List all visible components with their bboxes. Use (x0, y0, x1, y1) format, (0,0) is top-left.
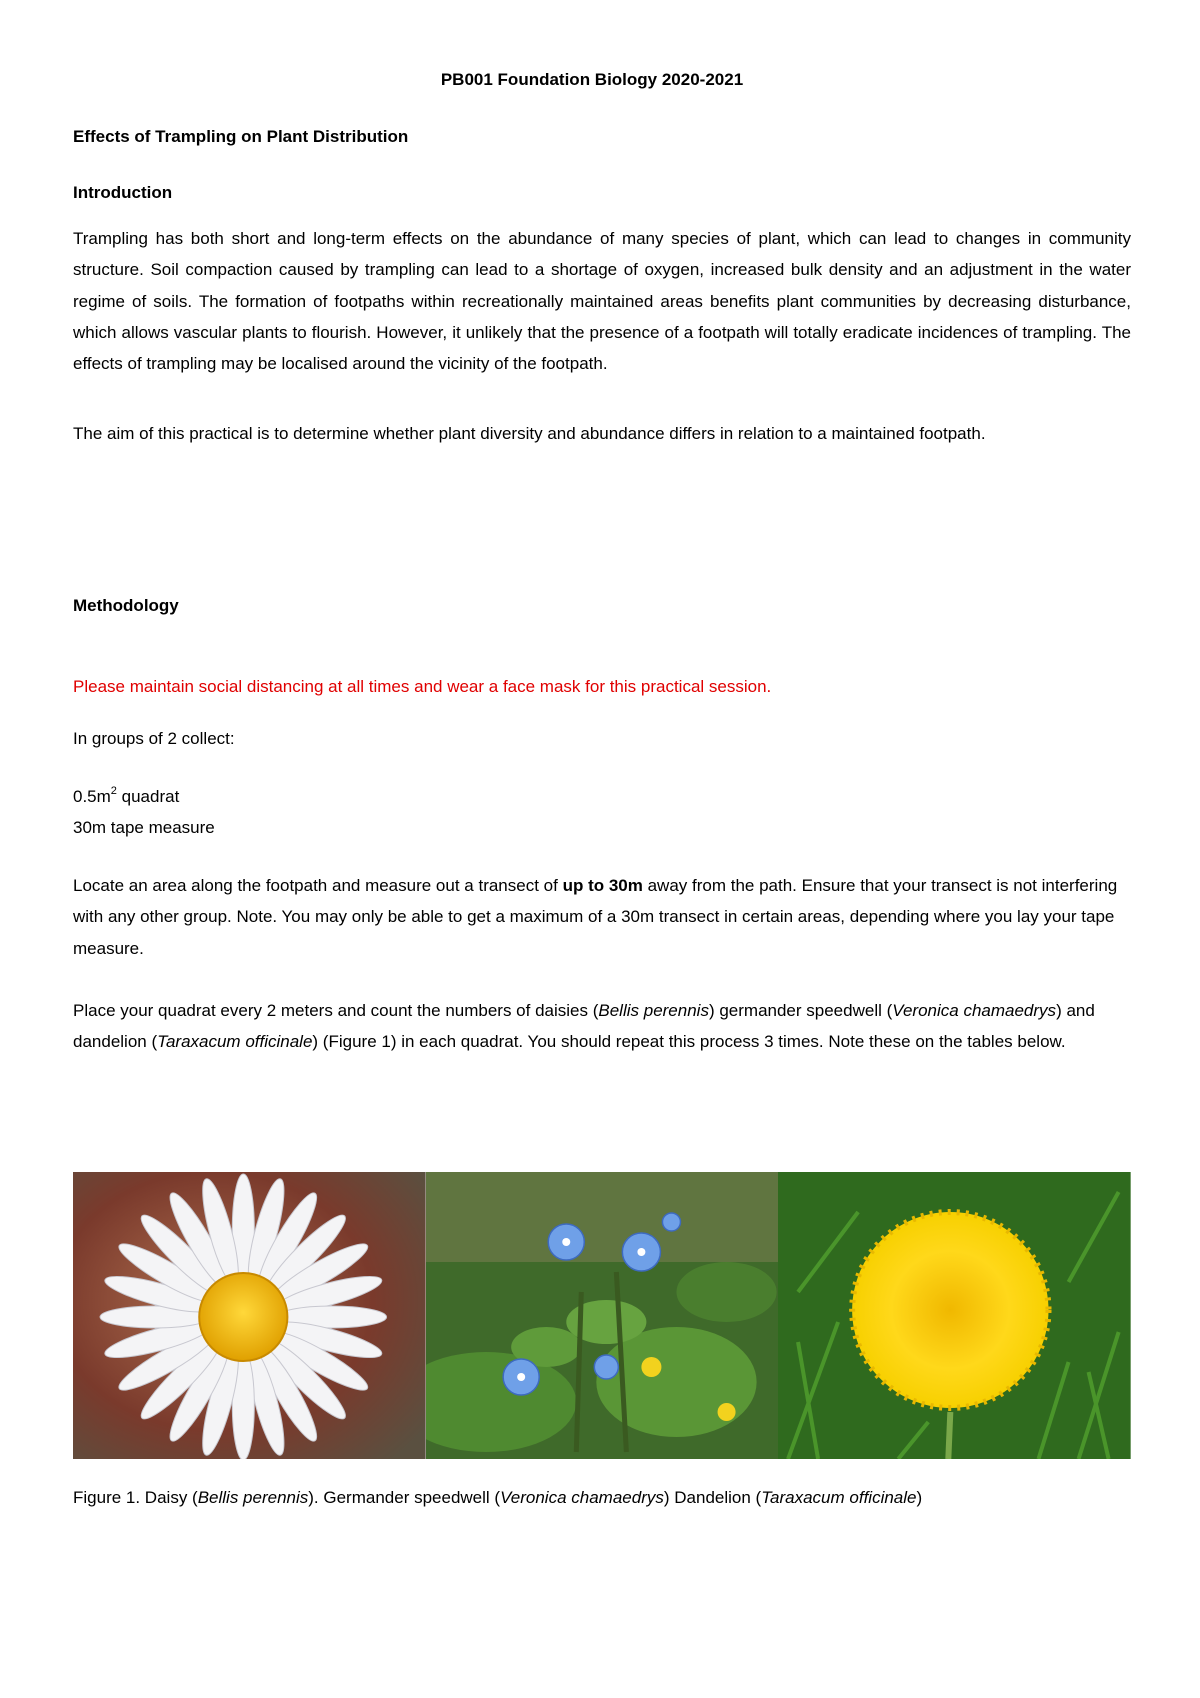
equipment-quadrat (73, 787, 179, 807)
locate-bold: up to 30m (562, 876, 643, 895)
caption-veronica: Veronica chamaedrys (500, 1488, 664, 1507)
aim-paragraph: The aim of this practical is to determine whether plant diversity and abundance differs in relation to a maintained footpath. (73, 424, 986, 443)
place-text-3: ) and dandelion ( (73, 1001, 1095, 1052)
figure-1-photos (73, 1172, 1131, 1459)
place-text-4: ) (Figure 1) in each quadrat. You should repeat this process 3 times. Note these on the tables below. (312, 1032, 1066, 1052)
locate-text-1: Locate an area along the footpath and measure out a transect of (73, 876, 563, 895)
species-taraxacum: Taraxacum officinale (157, 1032, 313, 1052)
introduction-paragraph: Trampling has both short and long-term effects on the abundance of many species of plant, which can lead to changes in community structure. Soil compaction caused by trampling can lead to a shortage of oxygen, increased bulk density and an adjustment in the water regime of soils. The formation of footpaths within recreationally maintained areas benefits plant communities by decreasing disturbance, which allows vascular plants to flourish. However, it unlikely that the presence of a footpath will totally eradicate incidences of trampling. The effects of trampling may be localised around the vicinity of the footpath. (73, 229, 1131, 374)
figure-caption (73, 1488, 922, 1508)
locate-paragraph (73, 870, 1131, 964)
document-subtitle: Effects of Trampling on Plant Distribution (73, 127, 409, 146)
quadrat-superscript: 2 (110, 785, 117, 797)
safety-note: Please maintain social distancing at all times and wear a face mask for this practical session. (73, 677, 772, 696)
caption-taraxacum: Taraxacum officinale (761, 1488, 917, 1507)
daisy-photo (73, 1172, 426, 1459)
caption-text-4: ) (916, 1488, 923, 1507)
groups-line: In groups of 2 collect: (73, 729, 235, 748)
methodology-heading: Methodology (73, 596, 179, 615)
document-title: PB001 Foundation Biology 2020-2021 (440, 70, 744, 89)
species-bellis: Bellis perennis (598, 1001, 709, 1020)
species-veronica: Veronica chamaedrys (892, 1001, 1057, 1020)
daisy-illustration (73, 1172, 426, 1459)
place-text-1: Place your quadrat every 2 meters and count the numbers of daisies ( (73, 1001, 599, 1020)
caption-text-3: ) Dandelion ( (663, 1488, 762, 1507)
place-paragraph (73, 995, 1131, 1058)
caption-text-2: ). Germander speedwell ( (308, 1488, 501, 1507)
locate-text-2: away from the path. Ensure that your transect is not interfering with any other group. Note. You may only be able to get a maximum of a 30m transect in certain areas, depending where you lay your tape measure. (73, 876, 1118, 958)
equipment-tape: 30m tape measure (73, 818, 215, 837)
caption-text-1: Figure 1. Daisy ( (73, 1488, 198, 1507)
place-text-2: ) germander speedwell ( (708, 1001, 893, 1020)
speedwell-illustration (426, 1172, 779, 1459)
quadrat-size: 0.5m (73, 787, 111, 806)
caption-bellis: Bellis perennis (197, 1488, 309, 1507)
speedwell-photo (426, 1172, 779, 1459)
introduction-heading: Introduction (73, 183, 173, 202)
dandelion-photo (778, 1172, 1131, 1459)
dandelion-illustration (778, 1172, 1131, 1459)
quadrat-label: quadrat (116, 787, 180, 806)
